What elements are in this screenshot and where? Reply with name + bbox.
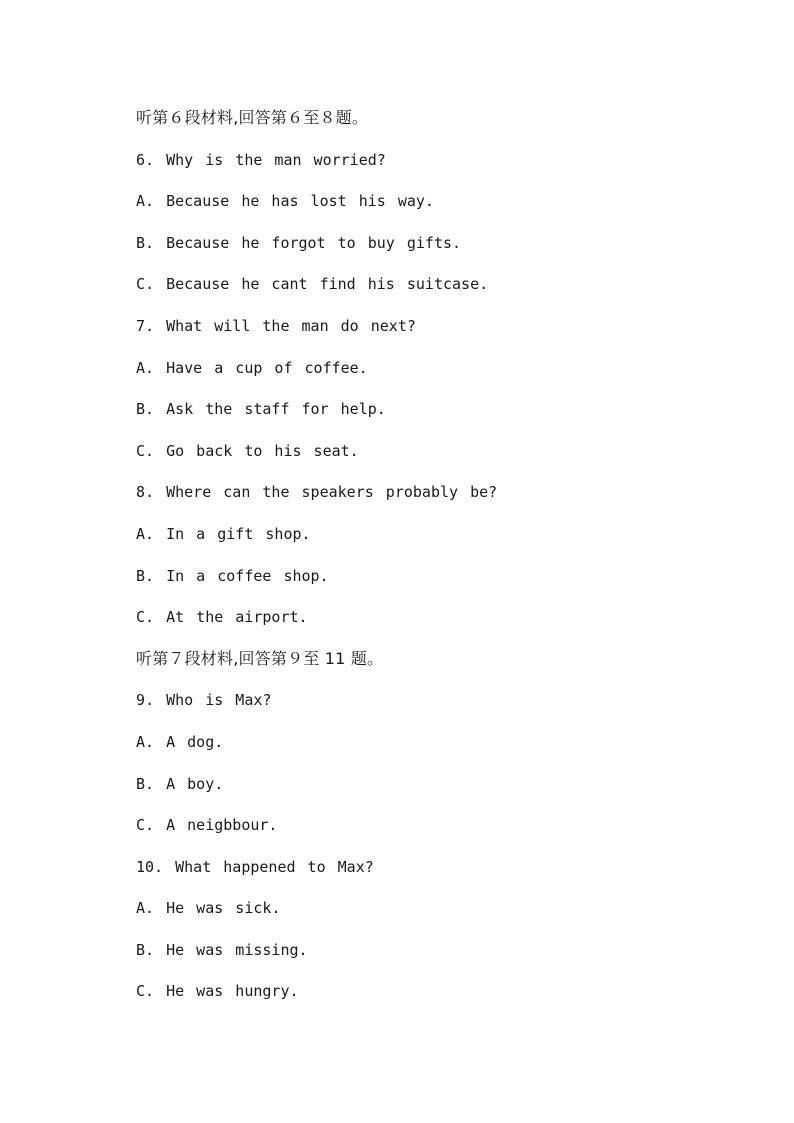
answer-option: B. Because he forgot to buy gifts.	[136, 233, 462, 252]
answer-option: B. Ask the staff for help.	[136, 400, 386, 419]
question-stem: 10. What happened to Max?	[136, 857, 374, 876]
listening-section-content	[136, 104, 756, 1019]
answer-option: B. He was missing.	[136, 940, 308, 959]
answer-option: C. Because he cant find his suitcase.	[136, 275, 489, 294]
answer-option: B. In a coffee shop.	[136, 566, 329, 585]
section-heading: 听第６段材料,回答第６至８题。	[136, 108, 369, 127]
answer-option: A. He was sick.	[136, 899, 281, 918]
answer-option: C. He was hungry.	[136, 982, 299, 1001]
question-stem: 9. Who is Max?	[136, 691, 272, 710]
question-stem: 8. Where can the speakers probably be?	[136, 483, 498, 502]
answer-option: A. In a gift shop.	[136, 524, 311, 543]
question-stem: 6. Why is the man worried?	[136, 150, 386, 169]
answer-option: C. A neigbbour.	[136, 816, 278, 835]
answer-option: A. Have a cup of coffee.	[136, 358, 368, 377]
answer-option: C. Go back to his seat.	[136, 441, 359, 460]
answer-option: C. At the airport.	[136, 608, 308, 627]
answer-option: B. A boy.	[136, 774, 224, 793]
section-heading: 听第７段材料,回答第９至 11 题。	[136, 648, 384, 668]
answer-option: A. A dog.	[136, 732, 224, 751]
question-stem: 7. What will the man do next?	[136, 316, 416, 335]
answer-option: A. Because he has lost his way.	[136, 192, 434, 211]
